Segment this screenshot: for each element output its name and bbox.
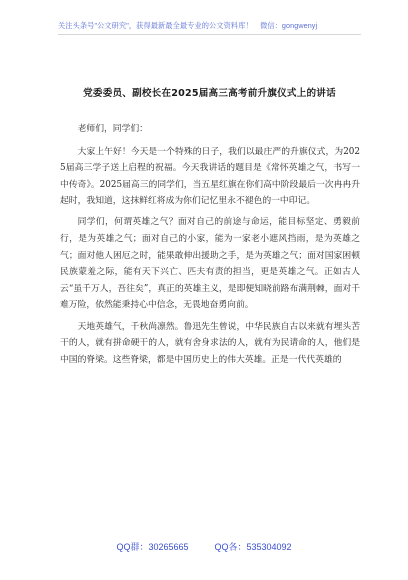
body-paragraph: 天地英雄气，千秋尚凛然。鲁迅先生曾说，中华民族自古以来就有埋头苦干的人，就有拼命硬干的人，就有舍身求法的人，就有为民请命的人，他们是中国的脊梁。这些脊梁，都是中国历史上的伟大英雄。正是一代代英雄的 — [60, 321, 360, 365]
header-divider — [58, 34, 361, 35]
document-body — [60, 121, 360, 373]
salutation-paragraph: 老师们，同学们： — [77, 124, 148, 134]
footer-contact — [0, 540, 408, 553]
footer-qq-group: QQ群：30265665 — [116, 542, 189, 552]
header-promo-text: 关注头条号"公文研究"，获得最新最全最专业的公文资料库！ 微信：gongwenyj — [58, 21, 318, 30]
body-paragraph: 大家上午好！今天是一个特殊的日子，我们以最庄严的升旗仪式，为2025届高三学子送上启程的祝福。今天我讲话的题目是《常怀英雄之气，书写一中传奇》。2025届高三的同学们，当五星红旗在你们高中阶段最后一次冉冉升起时，我知道，这抹鲜红将成为你们记忆里永不褪色的一中印记。 — [60, 146, 360, 207]
document-title: 党委委员、副校长在2025届高三高考前升旗仪式上的讲话 — [83, 88, 336, 99]
body-paragraph: 同学们，何谓英雄之气？面对自己的前途与命运，能目标坚定、勇毅前行，是为英雄之气；面对自己的小家，能为一家老小遮风挡雨，是为英雄之气；面对他人困厄之时，能果敢伸出援助之手，是为英雄之气；面对国家困顿民族蒙羞之际，能有天下兴亡、匹夫有责的担当，更是英雄之气。正如古人云“虽千万人，吾往矣”，真正的英雄主义，是即便知晓前路布满荆棘，面对千难万险，依然能秉持心中信念，无畏地奋勇向前。 — [60, 217, 360, 311]
footer-qq-contact: QQ各：535304092 — [214, 542, 292, 552]
